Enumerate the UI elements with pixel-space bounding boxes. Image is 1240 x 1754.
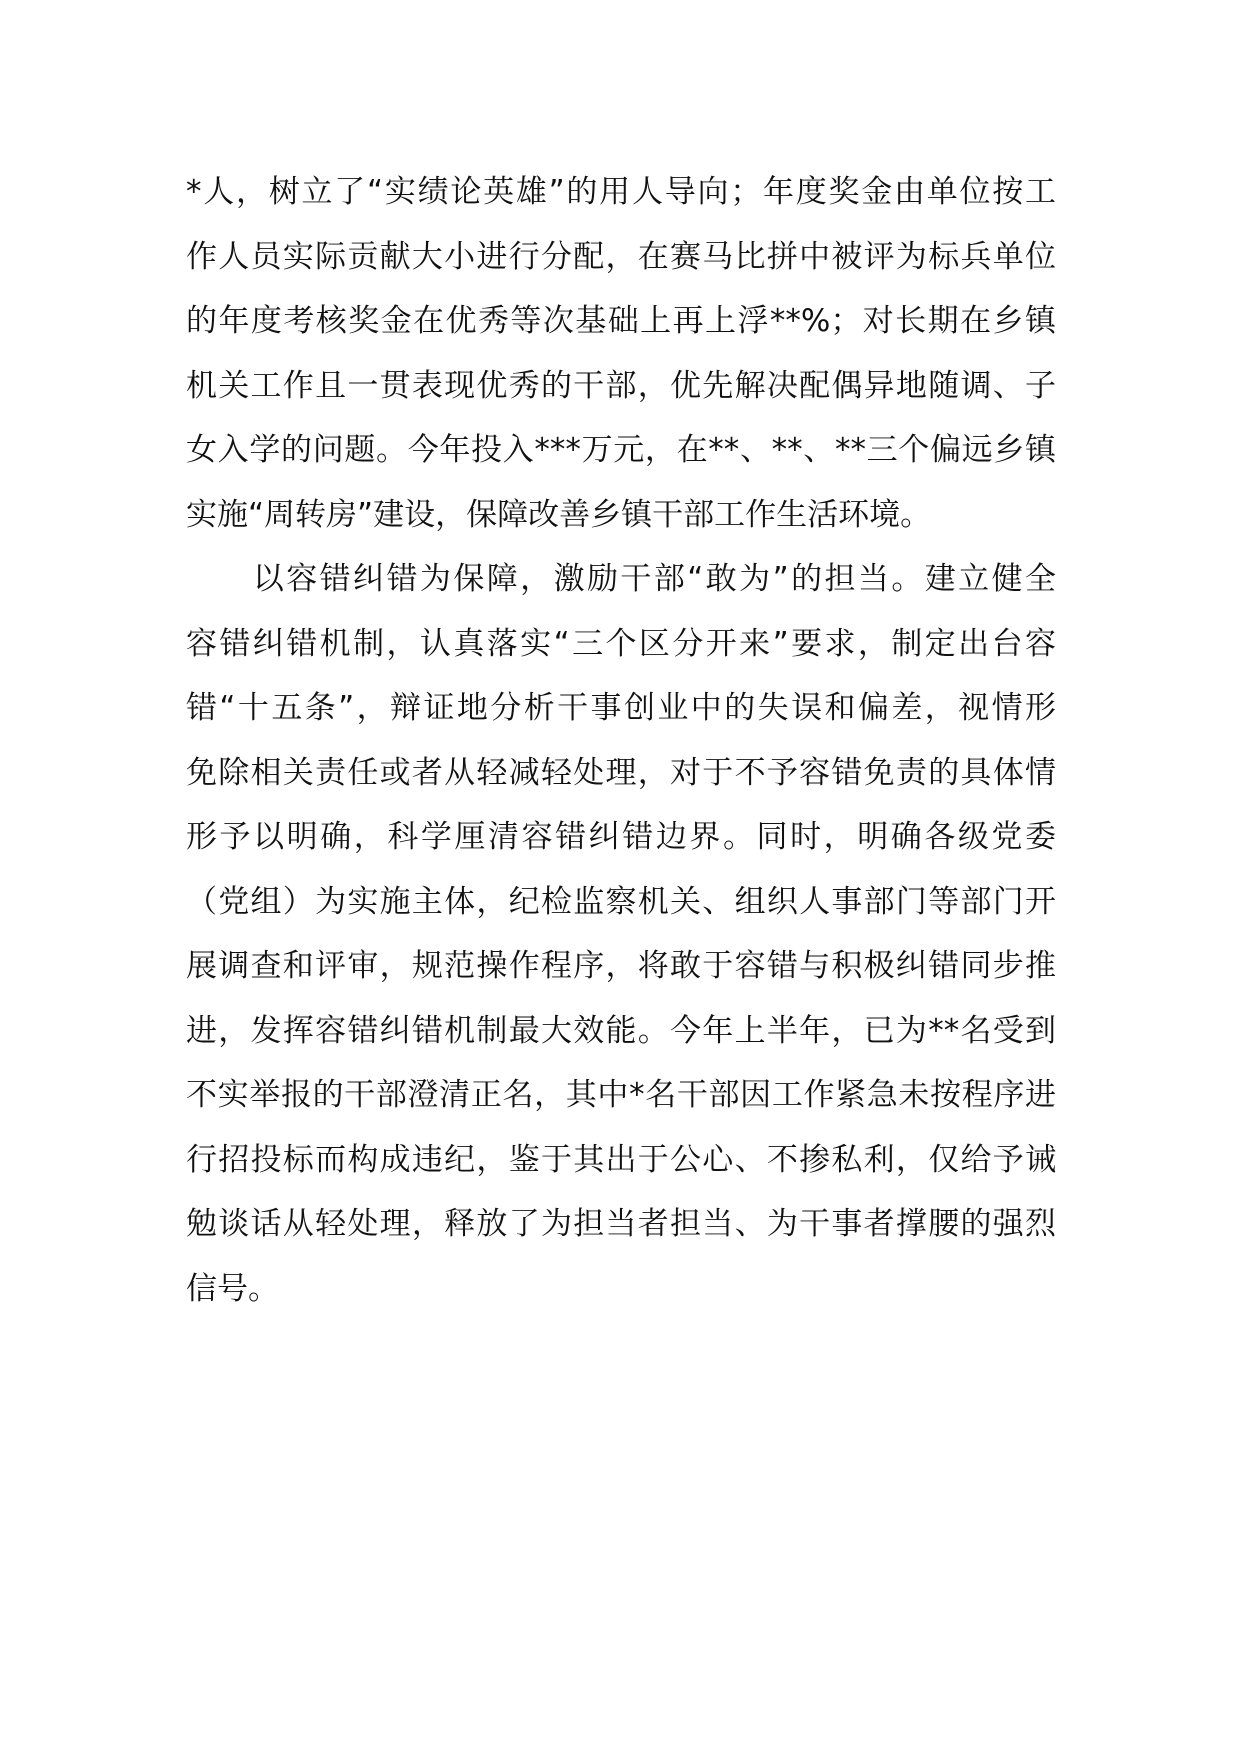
text-line: 实施“周转房”建设，保障改善乡镇干部工作生活环境。 <box>186 496 932 533</box>
text-line: 信号。 <box>186 1270 279 1307</box>
text-line: 的年度考核奖金在优秀等次基础上再上浮**%；对长期在乡镇 <box>186 303 1056 339</box>
text-line: *人，树立了“实绩论英雄”的用人导向；年度奖金由单位按工 <box>186 174 1056 210</box>
text-line: 行招投标而构成违纪，鉴于其出于公心、不掺私利，仅给予诫 <box>186 1141 1056 1178</box>
paragraph-1 <box>186 160 1056 547</box>
text-line: 免除相关责任或者从轻减轻处理，对于不予容错免责的具体情 <box>186 754 1056 791</box>
text-line: （党组）为实施主体，纪检监察机关、组织人事部门等部门开 <box>186 883 1056 920</box>
text-line: 进，发挥容错纠错机制最大效能。今年上半年，已为**名受到 <box>186 1012 1056 1049</box>
document-body <box>186 160 1056 1321</box>
text-line: 不实举报的干部澄清正名，其中*名干部因工作紧急未按程序进 <box>186 1077 1056 1113</box>
text-line: 机关工作且一贯表现优秀的干部，优先解决配偶异地随调、子 <box>186 367 1056 404</box>
text-line: 以容错纠错为保障，激励干部“敢为”的担当。建立健全 <box>186 561 1056 597</box>
text-line: 女入学的问题。今年投入***万元，在**、**、**三个偏远乡镇 <box>186 432 1056 468</box>
text-line: 勉谈话从轻处理，释放了为担当者担当、为干事者撑腰的强烈 <box>186 1206 1056 1242</box>
text-line: 容错纠错机制，认真落实“三个区分开来”要求，制定出台容 <box>186 625 1056 662</box>
text-line: 形予以明确，科学厘清容错纠错边界。同时，明确各级党委 <box>186 819 1056 855</box>
text-line: 错“十五条”，辩证地分析干事创业中的失误和偏差，视情形 <box>186 690 1056 726</box>
paragraph-2 <box>186 547 1056 1321</box>
text-line: 展调查和评审，规范操作程序，将敢于容错与积极纠错同步推 <box>186 948 1056 984</box>
text-line: 作人员实际贡献大小进行分配，在赛马比拼中被评为标兵单位 <box>186 238 1056 275</box>
